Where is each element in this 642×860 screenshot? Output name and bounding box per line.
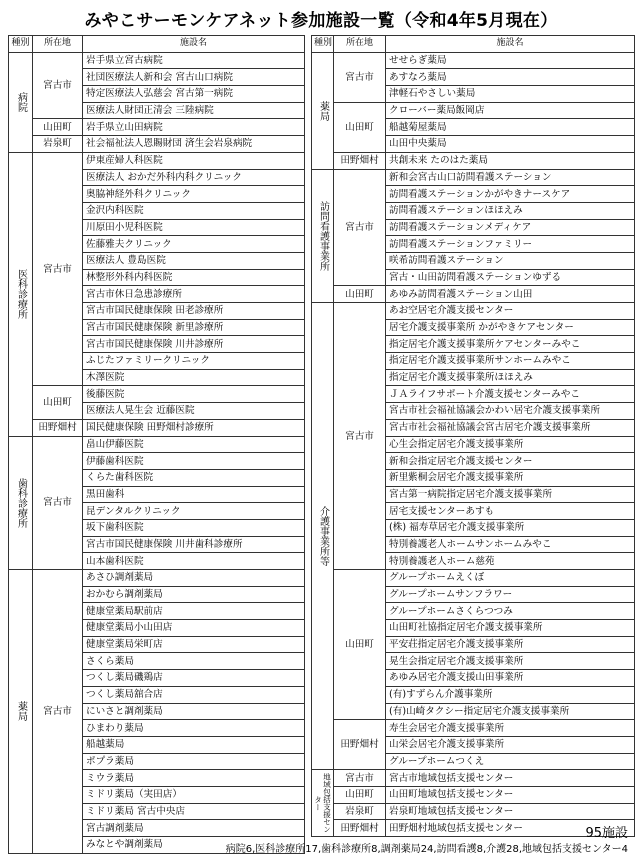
table-row	[9, 570, 305, 587]
category-cell: 薬局	[9, 570, 33, 854]
location-cell: 山田町	[33, 386, 83, 419]
facility-name: ミドリ薬局（実田店）	[83, 786, 305, 803]
facility-name: 医療法人 おかだ外科内科クリニック	[83, 169, 305, 186]
facility-name: 居宅介護支援事業所 かがやきケアセンター	[386, 319, 635, 336]
table-row	[9, 152, 305, 169]
location-cell: 宮古市	[334, 169, 386, 286]
facility-name: (株) 福寿草居宅介護支援事業所	[386, 519, 635, 536]
facility-name: 訪問看護ステーションファミリー	[386, 236, 635, 253]
facility-name: 健康堂薬局栄町店	[83, 636, 305, 653]
table-row	[9, 119, 305, 136]
facility-name: あゆみ居宅介護支援山田事業所	[386, 670, 635, 687]
location-cell: 宮古市	[334, 303, 386, 570]
facility-name: 訪問看護ステーションメディケア	[386, 219, 635, 236]
facility-name: グループホームつくえ	[386, 753, 635, 770]
table-row	[312, 152, 635, 169]
facility-name: 寿生会居宅介護支援事業所	[386, 720, 635, 737]
facility-name: つくし薬局舘合店	[83, 686, 305, 703]
facility-name: 宮古市国民健康保険 新里診療所	[83, 319, 305, 336]
facility-name: ポプラ薬局	[83, 753, 305, 770]
location-cell: 宮古市	[33, 436, 83, 570]
category-cell: 介護事業所等	[312, 303, 334, 770]
location-cell: 田野畑村	[334, 820, 386, 837]
table-row	[9, 386, 305, 403]
facility-name: グループホームさくらつつみ	[386, 603, 635, 620]
facility-name: くらた歯科医院	[83, 469, 305, 486]
facility-name: 国民健康保険 田野畑村診療所	[83, 419, 305, 436]
facility-name: グループホームサンフラワー	[386, 586, 635, 603]
header-location: 所在地	[334, 36, 386, 53]
facility-name: 岩手県立宮古病院	[83, 52, 305, 69]
table-row	[312, 770, 635, 787]
category-cell: 歯科診療所	[9, 436, 33, 570]
facility-name: 船越菊屋薬局	[386, 119, 635, 136]
facility-name: 健康堂薬局小山田店	[83, 620, 305, 637]
facility-name: 伊藤歯科医院	[83, 453, 305, 470]
facility-name: 特定医療法人弘慈会 宮古第一病院	[83, 86, 305, 103]
facility-name: 指定居宅介護支援事業所ほほえみ	[386, 369, 635, 386]
facility-name: 奥脇神経外科クリニック	[83, 186, 305, 203]
facility-name: ＪＡライフサポート介護支援センターみやこ	[386, 386, 635, 403]
table-row	[312, 52, 635, 69]
location-cell: 山田町	[334, 102, 386, 152]
facility-name: 医療法人財団正清会 三陸病院	[83, 102, 305, 119]
facility-name: 山本歯科医院	[83, 553, 305, 570]
facility-name: 新里紫桐会居宅介護支援事業所	[386, 469, 635, 486]
facility-name: (有)山崎タクシー指定居宅介護支援事業所	[386, 703, 635, 720]
facility-name: ミドリ薬局 宮古中央店	[83, 803, 305, 820]
facility-name: 咲希訪問看護ステーション	[386, 252, 635, 269]
facility-name: 新和会指定居宅介護支援センター	[386, 453, 635, 470]
facility-name: 共創未来 たのはた薬局	[386, 152, 635, 169]
location-cell: 宮古市	[33, 570, 83, 854]
location-cell: 宮古市	[334, 52, 386, 102]
facility-name: 黒田歯科	[83, 486, 305, 503]
summary-breakdown: 病院6,医科診療所17,歯科診療所8,調剤薬局24,訪問看護8,介護28,地域包括支援センター4	[225, 844, 628, 855]
facility-name: せせらぎ薬局	[386, 52, 635, 69]
location-cell: 岩泉町	[33, 136, 83, 153]
category-cell: 訪問看護事業所	[312, 169, 334, 303]
total-count: 95施設	[585, 826, 628, 841]
table-row	[312, 720, 635, 737]
facility-name: 医療法人 豊島医院	[83, 252, 305, 269]
facility-name: 宮古市国民健康保険 田老診療所	[83, 303, 305, 320]
category-cell: 地域包括支援センター	[312, 770, 334, 837]
facility-name: あすなろ薬局	[386, 69, 635, 86]
header-location: 所在地	[33, 36, 83, 53]
facility-name: つくし薬局磯鶏店	[83, 670, 305, 687]
facility-name: にいさと調剤薬局	[83, 703, 305, 720]
header-name: 施設名	[83, 36, 305, 53]
facility-name: 宮古市社会福祉協議会宮古居宅介護支援事業所	[386, 419, 635, 436]
table-row	[9, 136, 305, 153]
facility-name: 昆デンタルクリニック	[83, 503, 305, 520]
location-cell: 山田町	[334, 286, 386, 303]
facility-name: 山田町社協指定居宅介護支援事業所	[386, 620, 635, 637]
table-row	[312, 102, 635, 119]
facility-name: あお空居宅介護支援センター	[386, 303, 635, 320]
facility-name: 宮古第一病院指定居宅介護支援事業所	[386, 486, 635, 503]
table-row	[312, 786, 635, 803]
facility-name: 後藤医院	[83, 386, 305, 403]
facility-name: 宮古市国民健康保険 川井診療所	[83, 336, 305, 353]
facility-name: 津軽石やさしい薬局	[386, 86, 635, 103]
facility-name: (有)すずらん介護事業所	[386, 686, 635, 703]
facility-name: 宮古市休日急患診療所	[83, 286, 305, 303]
facility-name: あさひ調剤薬局	[83, 570, 305, 587]
location-cell: 田野畑村	[33, 419, 83, 436]
facility-name: 居宅支援センターあすも	[386, 503, 635, 520]
facility-name: 社会福祉法人恩賜財団 済生会岩泉病院	[83, 136, 305, 153]
facility-table-left	[8, 35, 305, 854]
facility-name: 山田町地域包括支援センター	[386, 786, 635, 803]
category-cell: 医科診療所	[9, 152, 33, 436]
header-category: 種別	[9, 36, 33, 53]
facility-name: 宮古市地域包括支援センター	[386, 770, 635, 787]
location-cell: 田野畑村	[334, 720, 386, 770]
location-cell: 宮古市	[334, 770, 386, 787]
facility-name: 坂下歯科医院	[83, 519, 305, 536]
facility-name: 佐藤雅夫クリニック	[83, 236, 305, 253]
facility-name: みなとや調剤薬局	[83, 837, 305, 854]
facility-name: 伊東産婦人科医院	[83, 152, 305, 169]
facility-name: 林整形外科内科医院	[83, 269, 305, 286]
facility-name: 健康堂薬局駅前店	[83, 603, 305, 620]
facility-name: あゆみ訪問看護ステーション山田	[386, 286, 635, 303]
location-cell: 宮古市	[33, 152, 83, 386]
table-row	[312, 286, 635, 303]
facility-name: 川原田小児科医院	[83, 219, 305, 236]
facility-name: ひまわり薬局	[83, 720, 305, 737]
facility-name: 特別養護老人ホームサンホームみやこ	[386, 536, 635, 553]
facility-name: 田野畑村地域包括支援センター	[386, 820, 635, 837]
facility-name: 社団医療法人新和会 宮古山口病院	[83, 69, 305, 86]
facility-name: クローバー薬局飯岡店	[386, 102, 635, 119]
location-cell: 田野畑村	[334, 152, 386, 169]
location-cell: 宮古市	[33, 52, 83, 119]
table-row	[312, 169, 635, 186]
location-cell: 岩泉町	[334, 803, 386, 820]
facility-name: 特別養護老人ホーム慈苑	[386, 553, 635, 570]
facility-name: 宮古市国民健康保険 川井歯科診療所	[83, 536, 305, 553]
facility-name: 訪問看護ステーションかがやきナースケア	[386, 186, 635, 203]
facility-name: 山田中央薬局	[386, 136, 635, 153]
facility-name: ふじたファミリークリニック	[83, 353, 305, 370]
facility-name: 指定居宅介護支援事業所ケアセンターみやこ	[386, 336, 635, 353]
facility-name: 晃生会指定居宅介護支援事業所	[386, 653, 635, 670]
table-row	[312, 803, 635, 820]
facility-name: 宮古・山田訪問看護ステーションゆずる	[386, 269, 635, 286]
facility-name: おかむら調剤薬局	[83, 586, 305, 603]
facility-name: 心生会指定居宅介護支援事業所	[386, 436, 635, 453]
category-cell: 薬局	[312, 52, 334, 169]
facility-name: 指定居宅介護支援事業所サンホームみやこ	[386, 353, 635, 370]
facility-name: 金沢内科医院	[83, 202, 305, 219]
table-row	[312, 303, 635, 320]
facility-name: 訪問看護ステーションほほえみ	[386, 202, 635, 219]
facility-name: グループホームえくぼ	[386, 570, 635, 587]
facility-name: さくら薬局	[83, 653, 305, 670]
location-cell: 山田町	[33, 119, 83, 136]
table-row	[9, 436, 305, 453]
facility-name: ミウラ薬局	[83, 770, 305, 787]
header-name: 施設名	[386, 36, 635, 53]
category-cell: 病院	[9, 52, 33, 152]
facility-name: 畠山伊藤医院	[83, 436, 305, 453]
facility-name: 宮古調剤薬局	[83, 820, 305, 837]
facility-table-right	[311, 35, 635, 837]
location-cell: 山田町	[334, 570, 386, 720]
facility-name: 医療法人晃生会 近藤医院	[83, 403, 305, 420]
page-title: みやこサーモンケアネット参加施設一覧（令和4年5月現在）	[84, 11, 558, 31]
table-row	[9, 419, 305, 436]
facility-name: 木澤医院	[83, 369, 305, 386]
facility-name: 山栄会居宅介護支援事業所	[386, 736, 635, 753]
table-row	[9, 52, 305, 69]
header-category: 種別	[312, 36, 334, 53]
table-row	[312, 570, 635, 587]
facility-name: 新和会宮古山口訪問看護ステーション	[386, 169, 635, 186]
location-cell: 山田町	[334, 786, 386, 803]
facility-name: 岩手県立山田病院	[83, 119, 305, 136]
facility-name: 平安荘指定居宅介護支援事業所	[386, 636, 635, 653]
facility-name: 岩泉町地域包括支援センター	[386, 803, 635, 820]
facility-name: 船越薬局	[83, 736, 305, 753]
facility-name: 宮古市社会福祉協議会かわい居宅介護支援事業所	[386, 403, 635, 420]
